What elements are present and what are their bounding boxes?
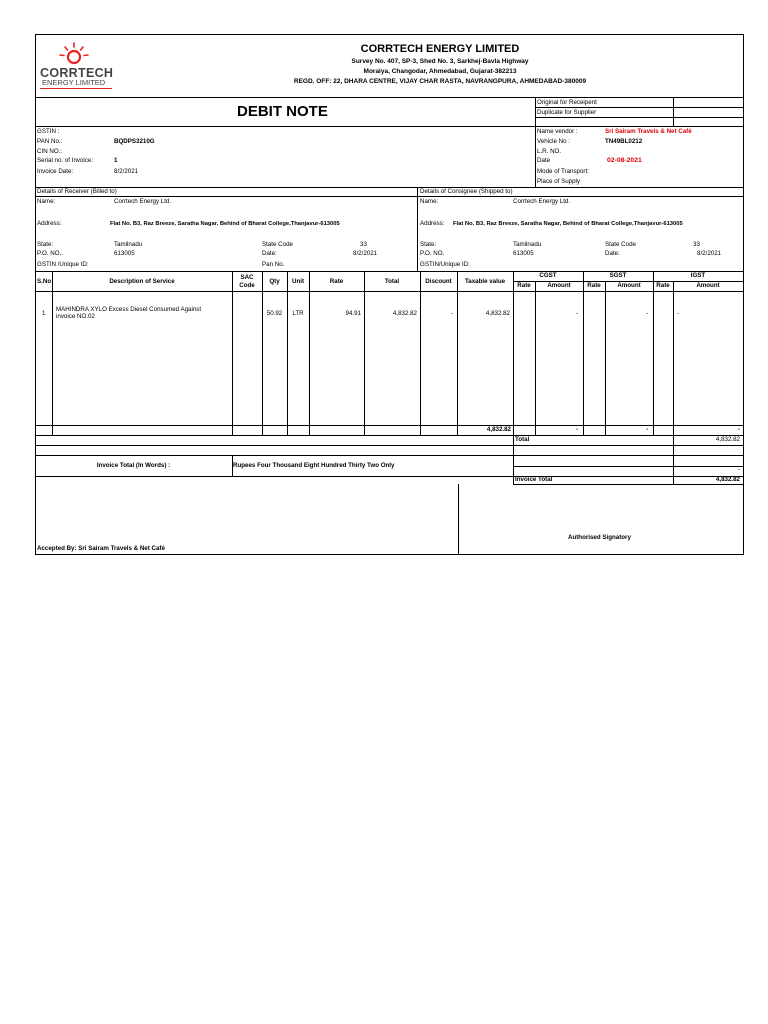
igst-amount-header: Amount	[696, 282, 720, 289]
col-qty: Qty	[269, 278, 280, 285]
words-value: Rupees Four Thousand Eight Hundred Thirty Two Only	[233, 462, 395, 469]
cgst-rate-header: Rate	[517, 282, 531, 289]
receiver-name-value: Corrtech Energy Ltd.	[114, 198, 172, 205]
consignee-state-label: State:	[420, 241, 437, 248]
consignee-name-value: Corrtech Energy Ltd.	[513, 198, 571, 205]
transport-label: Mode of Transport:	[537, 168, 589, 175]
vendor-value: Sri Sairam Travels & Net Café	[605, 128, 692, 135]
total-label: Total	[515, 436, 530, 443]
receiver-date-value: 8/2/2021	[353, 250, 378, 257]
consignee-state-code-label: State Code	[605, 241, 636, 248]
igst-rate-header: Rate	[656, 282, 670, 289]
row-unit: LTR	[292, 310, 304, 317]
vendor-label: Name vendor :	[537, 128, 578, 135]
receiver-pan-label: Pan No.	[262, 261, 285, 268]
place-label: Place of Supply	[537, 178, 580, 185]
col-sac-1: SAC	[240, 274, 254, 281]
col-igst: IGST	[690, 272, 706, 279]
company-address-2: Moraiya, Changodar, Ahmedabad, Gujarat-382213	[363, 68, 517, 75]
col-taxable: Taxable value	[464, 278, 506, 285]
invoice-total-label: Invoice Total	[515, 476, 553, 483]
dash-value: -	[737, 466, 740, 473]
consignee-po-label: P.O. NO.	[420, 250, 445, 257]
serial-label: Serial no. of Invoice:	[37, 157, 94, 164]
row-sno: 1	[42, 310, 46, 317]
sum-sgst: -	[645, 426, 648, 433]
logo-sub-text: ENERGY LIMITED	[42, 78, 106, 87]
invoice-date-label: Invoice Date:	[37, 168, 74, 175]
logo-main-text: CORRTECH	[40, 66, 114, 80]
document-title: DEBIT NOTE	[237, 103, 328, 120]
words-label: Invoice Total (In Words) :	[96, 462, 171, 469]
date-label: Date	[537, 157, 551, 164]
invoice-total-value: 4,832.82	[715, 476, 740, 483]
row-desc-1: MAHINDRA XYLO Excess Diesel Consumed Against	[56, 306, 202, 313]
consignee-date-value: 8/2/2021	[697, 250, 722, 257]
consignee-state-code-value: 33	[693, 241, 700, 248]
receiver-po-label: P.O. NO,.	[37, 250, 64, 257]
vehicle-label: Vehicle No :	[537, 138, 571, 145]
consignee-date-label: Date:	[605, 250, 620, 257]
receiver-state-code-value: 33	[360, 241, 367, 248]
row-qty: 50.92	[266, 310, 283, 317]
consignee-state-value: Tamilnadu	[513, 241, 542, 248]
consignee-address-label: Address:	[420, 220, 445, 227]
row-sgst-amount: -	[645, 310, 648, 317]
invoice-date-value: 8/2/2021	[114, 168, 139, 175]
col-sac-2: Code	[239, 282, 255, 289]
serial-value: 1	[114, 157, 118, 164]
consignee-address-value: Flat No. B3, Raz Breeze, Saratha Nagar, Behind of Bharat College,Thanjavur-613005	[453, 221, 683, 227]
sum-igst: -	[737, 426, 740, 433]
accepted-by: Accepted By: Sri Sairam Travels & Net Café	[37, 545, 165, 552]
receiver-address-value: Flat No. B3, Raz Breeze, Saratha Nagar, Behind of Bharat College,Thanjavur-613005	[110, 221, 340, 227]
receiver-state-label: State:	[37, 241, 54, 248]
row-desc-2: invoice NO.02	[56, 313, 95, 320]
pan-label: PAN No.:	[37, 138, 63, 145]
row-rate: 94.91	[345, 310, 361, 317]
receiver-gstin-label: GSTIN /Unique ID:	[37, 261, 89, 268]
copy-duplicate: Duplicate for Supplier	[537, 109, 597, 116]
col-sgst: SGST	[609, 272, 627, 279]
col-unit: Unit	[291, 278, 305, 285]
col-discount: Discount	[425, 278, 452, 285]
receiver-address-label: Address:	[37, 220, 62, 227]
vehicle-value: TN49BL0212	[605, 138, 643, 145]
receiver-state-code-label: State Code	[262, 241, 293, 248]
row-igst-amount: -	[677, 310, 680, 317]
col-rate: Rate	[329, 278, 344, 285]
company-address-1: Survey No. 407, SP-3, Shed No. 3, Sarkhej-Bavla Highway	[351, 58, 529, 65]
company-name: CORRTECH ENERGY LIMITED	[360, 43, 520, 55]
row-discount: -	[450, 310, 453, 317]
row-taxable: 4,832.82	[485, 310, 510, 317]
col-cgst: CGST	[539, 272, 557, 279]
copy-original: Original for Receipent	[537, 99, 597, 106]
regd-office: REGD. OFF: 22, DHARA CENTRE, VIJAY CHAR RASTA, NAVRANGPURA, AHMEDABAD-380009	[293, 78, 587, 85]
receiver-date-label: Date:	[262, 250, 277, 257]
gstin-label: GSTIN :	[37, 128, 60, 135]
sgst-amount-header: Amount	[617, 282, 641, 289]
col-total: Total	[384, 278, 400, 285]
consignee-name-label: Name:	[420, 198, 439, 205]
col-description: Description of Service	[109, 278, 175, 285]
total-value: 4,832.82	[715, 436, 740, 443]
receiver-po-value: 613005	[114, 250, 135, 257]
sum-cgst: -	[575, 426, 578, 433]
cin-label: CIN NO.:	[37, 148, 63, 155]
consignee-gstin-label: GSTIN/Unique ID:	[420, 261, 470, 268]
sgst-rate-header: Rate	[587, 282, 601, 289]
receiver-state-value: Tamilnadu	[114, 241, 143, 248]
pan-value: BQDPS3210G	[114, 138, 155, 145]
receiver-name-label: Name:	[37, 198, 56, 205]
authorised-signatory: Authorised Signatory	[568, 534, 631, 541]
row-cgst-amount: -	[575, 310, 578, 317]
col-sno: S.No	[37, 278, 52, 285]
consignee-heading: Details of Consignee (Shipped to)	[420, 188, 513, 195]
receiver-heading: Details of Receiver (Billed to)	[37, 188, 117, 195]
cgst-amount-header: Amount	[547, 282, 571, 289]
consignee-po-value: 613005	[513, 250, 534, 257]
row-total: 4,832.82	[392, 310, 417, 317]
lr-label: L.R. NO.	[537, 148, 562, 155]
sum-taxable: 4,832.82	[486, 426, 511, 433]
date-value: 02-08-2021	[607, 157, 642, 164]
